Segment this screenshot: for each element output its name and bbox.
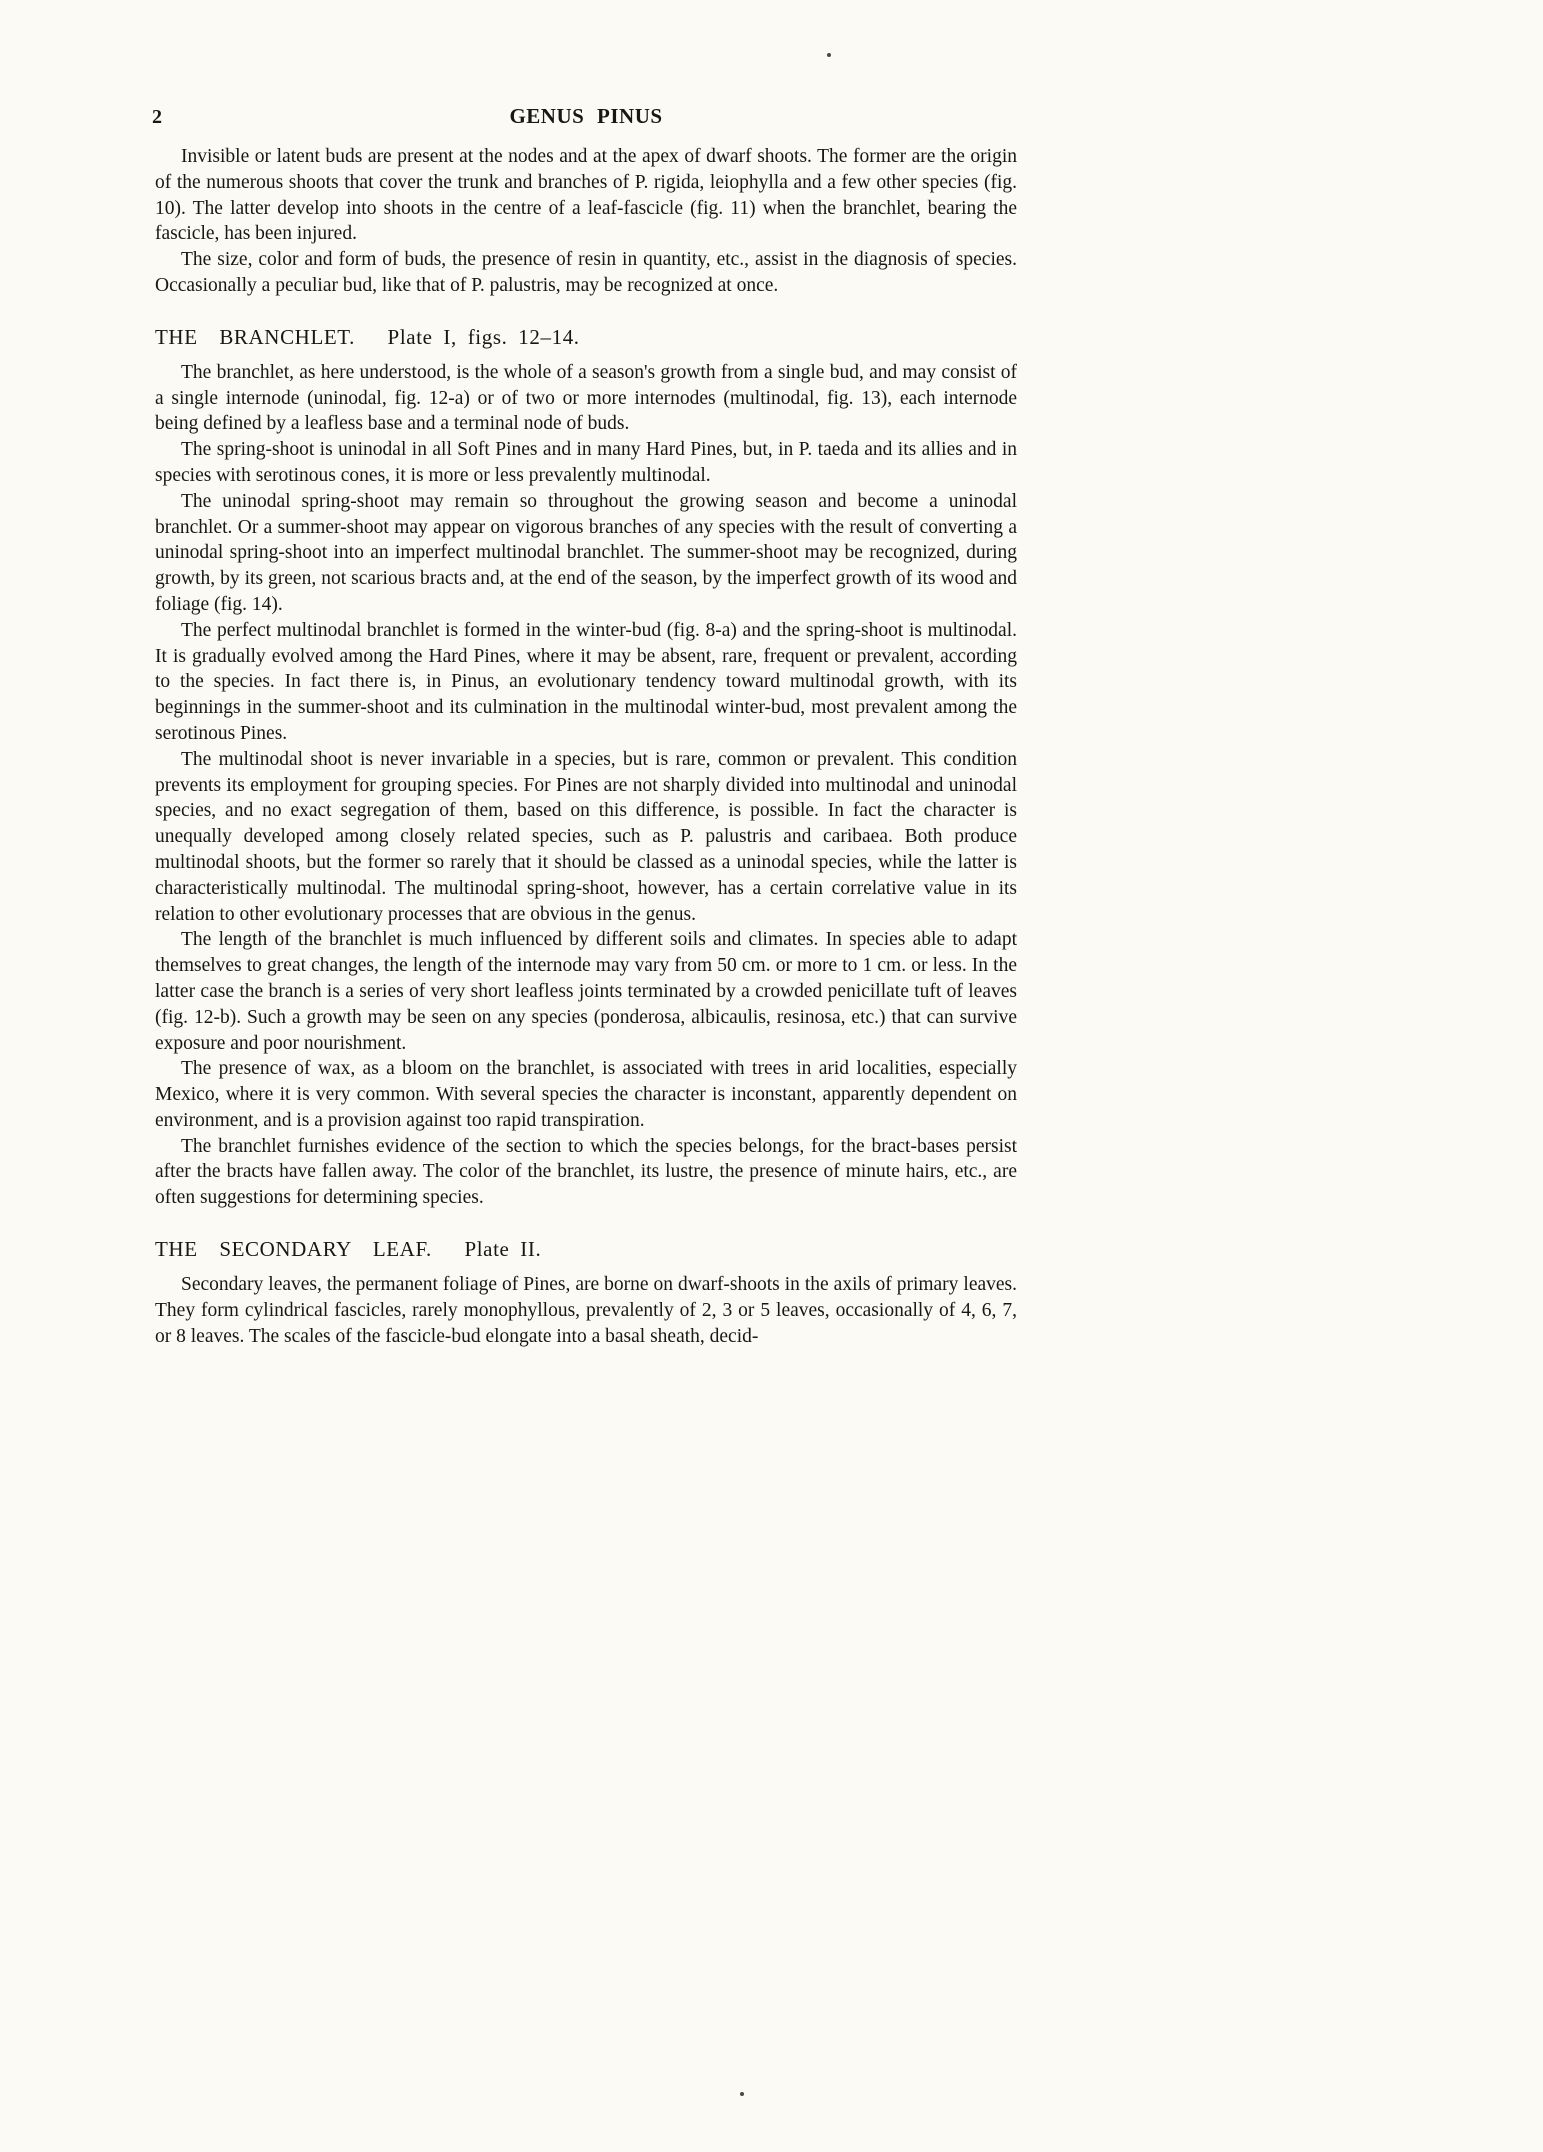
paragraph-multinodal-shoot: The multinodal shoot is never invariable in a species, but is rare, common or prevalent. This condition prevents its employment for grouping species. For Pines are not sharply divided into multinodal and uninodal species, and no exact segregation of them, based on this difference, is possible. In fact the character is unequally developed among closely related species, such as P. palustris and caribaea. Both produce multinodal shoots, but the former so rarely that it should be classed as a uninodal species, while the latter is characteristically multinodal. The multinodal spring-shoot, however, has a certain correlative value in its relation to other evolutionary processes that are obvious in the genus. bbox=[155, 748, 1017, 925]
running-title: GENUS PINUS bbox=[509, 104, 663, 128]
paragraph-branchlet-evidence: The branchlet furnishes evidence of the section to which the species belongs, for the bract-bases persist after the bracts have fallen away. The color of the branchlet, its lustre, the presence of minute hairs, etc., are often suggestions for determining species. bbox=[155, 1135, 1017, 1209]
paragraph-spring-shoot: The spring-shoot is uninodal in all Soft Pines and in many Hard Pines, but, in P. taeda and its allies and in species with serotinous cones, it is more or less prevalently multinodal. bbox=[155, 439, 1017, 486]
page-number: 2 bbox=[152, 106, 162, 128]
paragraph-perfect-multinodal: The perfect multinodal branchlet is formed in the winter-bud (fig. 8-a) and the spring-shoot is multinodal. It is gradually evolved among the Hard Pines, where it may be absent, rare, frequent or prevalent, according to the species. In fact there is, in Pinus, an evolutionary tendency toward multinodal growth, with its beginnings in the summer-shoot and its culmination in the multinodal winter-bud, most prevalent among the serotinous Pines. bbox=[155, 619, 1017, 744]
paragraph-buds-diagnosis: The size, color and form of buds, the presence of resin in quantity, etc., assist in the diagnosis of species. Occasionally a peculiar bud, like that of P. palustris, may be recognized at once. bbox=[155, 249, 1017, 296]
paragraph-branchlet-definition: The branchlet, as here understood, is the whole of a season's growth from a single bud, and may consist of a single internode (uninodal, fig. 12-a) or of two or more internodes (multinodal, fig. 13), each internode being defined by a leafless base and a terminal node of buds. bbox=[155, 361, 1017, 435]
paragraph-secondary-leaves: Secondary leaves, the permanent foliage of Pines, are borne on dwarf-shoots in the axils of primary leaves. They form cylindrical fascicles, rarely monophyllous, prevalently of 2, 3 or 5 leaves, occasionally of 4, 6, 7, or 8 leaves. The scales of the fascicle-bud elongate into a basal sheath, decid- bbox=[155, 1274, 1017, 1347]
page-header bbox=[152, 104, 1017, 132]
section-heading-branchlet: THE BRANCHLET. Plate I, figs. 12–14. bbox=[155, 324, 580, 349]
text-block bbox=[152, 104, 1017, 1349]
paragraph-branchlet-length: The length of the branchlet is much influenced by different soils and climates. In species able to adapt themselves to great changes, the length of the internode may vary from 50 cm. or more to 1 cm. or less. In the latter case the branch is a series of very short leafless joints terminated by a crowded penicillate tuft of leaves (fig. 12-b). Such a growth may be seen on any species (ponderosa, albicaulis, resinosa, etc.) that can survive exposure and poor nourishment. bbox=[155, 929, 1017, 1054]
paragraph-uninodal-spring-shoot: The uninodal spring-shoot may remain so throughout the growing season and become a uninodal branchlet. Or a summer-shoot may appear on vigorous branches of any species with the result of converting a uninodal spring-shoot into an imperfect multinodal branchlet. The summer-shoot may be recognized, during growth, by its green, not scarious bracts and, at the end of the season, by the imperfect growth of its wood and foliage (fig. 14). bbox=[155, 490, 1017, 615]
scan-speck bbox=[827, 53, 831, 57]
paragraph-latent-buds: Invisible or latent buds are present at the nodes and at the apex of dwarf shoots. The former are the origin of the numerous shoots that cover the trunk and branches of P. rigida, leiophylla and a few other species (fig. 10). The latter develop into shoots in the centre of a leaf-fascicle (fig. 11) when the branchlet, bearing the fascicle, has been injured. bbox=[155, 146, 1017, 245]
section-heading-secondary-leaf: THE SECONDARY LEAF. Plate II. bbox=[155, 1237, 542, 1262]
paragraph-wax-bloom: The presence of wax, as a bloom on the branchlet, is associated with trees in arid localities, especially Mexico, where it is very common. With several species the character is inconstant, apparently dependent on environment, and is a provision against too rapid transpiration. bbox=[155, 1058, 1017, 1131]
scan-speck bbox=[740, 2092, 744, 2096]
